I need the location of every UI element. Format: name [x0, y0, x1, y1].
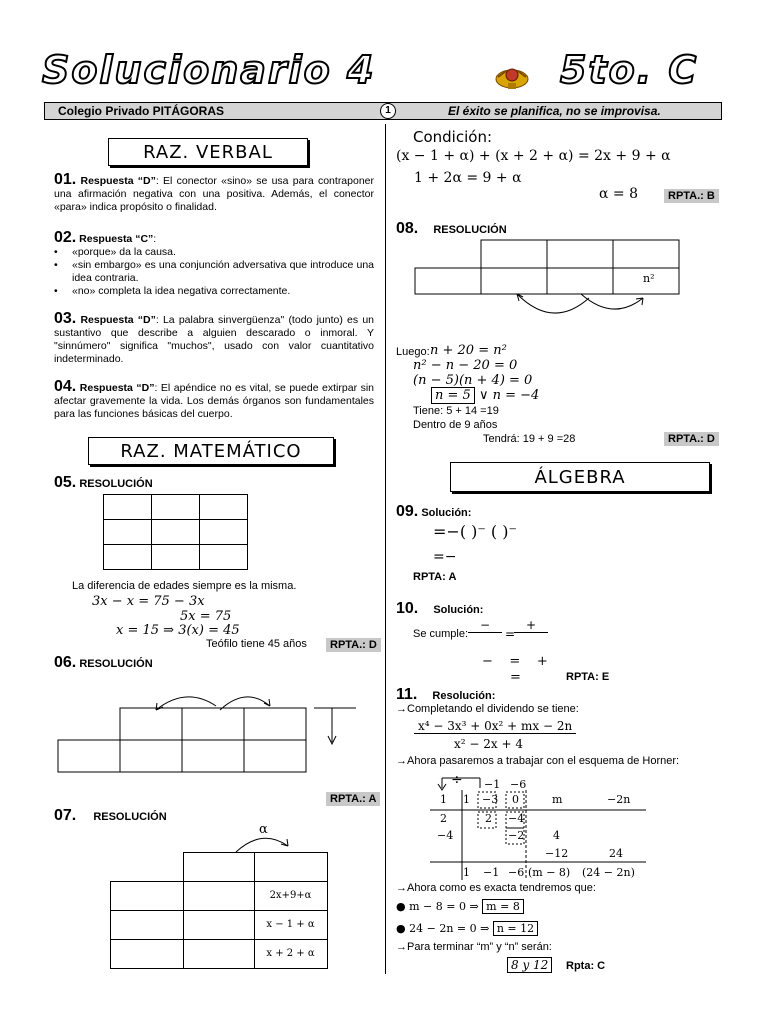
horner-cell: 24	[609, 847, 623, 860]
question-04	[54, 380, 374, 421]
question-number: 08.	[396, 220, 419, 237]
boxed-n: n = 12	[493, 921, 538, 936]
document-title: Solucionario 4	[42, 48, 376, 92]
se-cumple-label: Se cumple:	[413, 628, 469, 640]
question-number: 10.	[396, 600, 419, 617]
q10-equation: − = +	[482, 654, 548, 669]
section-algebra: ÁLGEBRA	[450, 462, 710, 492]
q06-rpta: RPTA.: A	[326, 792, 380, 806]
q07-arc	[232, 832, 302, 854]
q08-equation-2: n² − n − 20 = 0	[413, 358, 518, 373]
resolution-label: RESOLUCIÓN	[433, 224, 507, 236]
luego-label: Luego:	[396, 346, 430, 358]
answer-colon: :	[153, 233, 157, 245]
q05-equation-2: 5x = 75	[180, 609, 232, 624]
q11-final-answer: 8 y 12	[507, 957, 552, 973]
question-02	[54, 231, 374, 298]
q10-fraction-1: −	[468, 618, 502, 633]
q08-rpta: RPTA.: D	[664, 432, 719, 446]
table-cell: x − 1 + α	[254, 910, 327, 939]
horner-result: (24 − 2n)	[582, 866, 635, 879]
q08-equation-3: (n − 5)(n + 4) = 0	[413, 373, 533, 388]
question-number: 04.	[54, 378, 77, 395]
horner-cell: 0	[512, 793, 519, 806]
horner-cell: 1	[440, 793, 447, 806]
horner-cell: −2n	[607, 793, 631, 806]
arrow-right-icon: →	[396, 755, 407, 767]
arrow-right-icon: →	[396, 882, 407, 894]
question-05-header	[54, 474, 153, 492]
question-number: 01.	[54, 171, 77, 188]
horner-cell: −4	[508, 812, 525, 825]
bullet-item: • «no» completa la idea negativa correctamente.	[54, 285, 291, 297]
q10-equation-2: =	[510, 670, 521, 685]
boxed-solution: n = 5	[431, 387, 475, 404]
q11-result-1: ● m − 8 = 0 ⇒ m = 8	[396, 900, 524, 913]
question-06-header	[54, 654, 153, 672]
condition-label: Condición:	[413, 128, 492, 146]
question-number: 03.	[54, 310, 77, 327]
q07-equation-3: α = 8	[599, 186, 638, 202]
q09-line-1: =−( )⁻ ( )⁻	[433, 522, 517, 541]
q07-equation-2: 1 + 2α = 9 + α	[414, 170, 522, 186]
horner-cell: −12	[545, 847, 569, 860]
question-number: 07.	[54, 807, 77, 824]
divide-icon: ÷	[451, 772, 463, 788]
horner-cell: 2	[440, 812, 447, 825]
q08-solution	[431, 388, 539, 403]
boxed-m: m = 8	[482, 899, 524, 914]
horner-result: −1	[483, 866, 500, 879]
q05-equation-3: x = 15 ⇒ 3(x) = 45	[116, 623, 240, 638]
horner-top-2: −6	[510, 778, 527, 791]
answer-lead: Respuesta “D”	[80, 314, 156, 326]
q08-line-3: Tendrá: 19 + 9 =28	[483, 433, 576, 445]
table-cell: 2x+9+α	[254, 881, 327, 910]
horner-cell: 2	[485, 812, 492, 825]
q11-rpta: Rpta: C	[566, 960, 606, 972]
q08-line-1: Tiene: 5 + 14 =19	[413, 405, 499, 417]
q09-line-2: =−	[433, 549, 457, 565]
q05-statement: La diferencia de edades siempre es la misma.	[72, 580, 297, 592]
q08-equation-1: n + 20 = n²	[430, 343, 507, 358]
school-emblem-icon	[494, 63, 530, 91]
age-table	[103, 494, 248, 570]
q09-rpta: RPTA: A	[413, 571, 457, 583]
q07-table	[110, 852, 328, 969]
q05-equation-1: 3x − x = 75 − 3x	[92, 594, 205, 609]
question-number: 02.	[54, 229, 77, 246]
question-09-header	[396, 503, 471, 521]
resolution-label: Solución:	[421, 507, 472, 519]
bullet-text: «sin embargo» es una conjunción adversativa que introduce una idea contraria.	[72, 259, 374, 284]
question-08-header	[396, 220, 507, 238]
question-01	[54, 173, 374, 214]
question-number: 09.	[396, 503, 419, 520]
horner-cell: −3	[482, 793, 499, 806]
answer-text: : La palabra sinvergüenza" (todo junto) es un sustantivo que describe a alguien descarado o inmoral. Y "sinnúmero" significa "muchos", usado con valor cuantitativo indeterminado.	[54, 314, 374, 365]
q07-rpta: RPTA.: B	[664, 189, 719, 203]
q10-equals: =	[505, 627, 516, 641]
q11-denominator: x² − 2x + 4	[454, 737, 523, 751]
horner-cell: 1	[463, 793, 470, 806]
result-expr: m − 8 = 0 ⇒	[409, 900, 479, 913]
horner-cell: m	[552, 793, 563, 806]
q08-diagram	[413, 238, 685, 338]
question-11-header	[396, 686, 495, 704]
q08-line-2: Dentro de 9 años	[413, 419, 498, 431]
question-03	[54, 312, 374, 366]
q11-result-2: ● 24 − 2n = 0 ⇒ n = 12	[396, 922, 538, 935]
resolution-label: RESOLUCIÓN	[79, 478, 153, 490]
q10-fraction-2: +	[514, 618, 548, 633]
answer-lead: Respuesta “C”	[79, 233, 154, 245]
q11-step-3	[396, 882, 596, 894]
alpha-label: α	[259, 822, 268, 837]
question-10-header	[396, 600, 483, 618]
resolution-label: Solución:	[433, 604, 484, 616]
bullet-item: • «sin embargo» es una conjunción adversativa que introduce una idea contraria.	[54, 259, 374, 284]
horner-result: (m − 8)	[528, 866, 571, 879]
result-expr: 24 − 2n = 0 ⇒	[409, 922, 490, 935]
section-raz-matematico: RAZ. MATEMÁTICO	[88, 437, 334, 465]
arrow-right-icon: →	[396, 703, 407, 715]
column-divider	[385, 124, 386, 974]
table-cell: x + 2 + α	[254, 939, 327, 968]
q10-rpta: RPTA: E	[566, 671, 610, 683]
q11-step-1	[396, 703, 579, 715]
q11-step-4	[396, 941, 552, 953]
bullet-item: • «porque» da la causa.	[54, 246, 176, 258]
horner-cell: 4	[553, 829, 560, 842]
question-number: 05.	[54, 474, 77, 491]
horner-result: 1	[463, 866, 470, 879]
answer-lead: Respuesta “D”	[79, 382, 155, 394]
section-raz-verbal: RAZ. VERBAL	[108, 138, 308, 166]
bullet-text: «porque» da la causa.	[72, 246, 176, 258]
step-text: Ahora pasaremos a trabajar con el esquema de Horner:	[407, 755, 680, 767]
q05-answer: Teófilo tiene 45 años	[206, 638, 307, 650]
question-number: 11.	[396, 686, 418, 703]
q11-numerator: x⁴ − 3x³ + 0x² + mx − 2n	[414, 719, 576, 734]
question-07-header	[54, 807, 167, 825]
horner-top-1: −1	[484, 778, 501, 791]
step-text: Ahora como es exacta tendremos que:	[407, 882, 596, 894]
bullet-text: «no» completa la idea negativa correctamente.	[72, 285, 291, 297]
q06-diagram	[56, 692, 376, 778]
answer-lead: Respuesta “D”	[80, 175, 156, 187]
q11-step-2	[396, 755, 679, 767]
resolution-label: RESOLUCIÓN	[93, 811, 167, 823]
school-name: Colegio Privado PITÁGORAS	[58, 104, 225, 118]
answer-text: : El conector «sino» se usa para contraponer una afirmación negativa con una positiva. Además, el conector «para» indica propósito o finalidad.	[54, 175, 375, 213]
resolution-label: RESOLUCIÓN	[79, 658, 153, 670]
question-number: 06.	[54, 654, 77, 671]
step-text: Para terminar “m” y “n” serán:	[407, 941, 552, 953]
horner-cell: −4	[437, 829, 454, 842]
grade-label: 5to. C	[560, 48, 699, 92]
arrow-right-icon: →	[396, 941, 407, 953]
answer-text: : El apéndice no es vital, se puede extirpar sin afectar gravemente la vida. Los demás órganos son fundamentales para las funciones básicas del cuerpo.	[54, 382, 374, 420]
horner-result: −6	[508, 866, 525, 879]
page-number: 1	[380, 103, 396, 119]
step-text: Completando el dividendo se tiene:	[407, 703, 579, 715]
n-squared-cell: n²	[643, 272, 655, 285]
motto: El éxito se planifica, no se improvisa.	[448, 104, 661, 118]
resolution-label: Resolución:	[432, 690, 496, 702]
horner-cell: −2	[508, 829, 525, 842]
q07-equation-1: (x − 1 + α) + (x + 2 + α) = 2x + 9 + α	[396, 148, 671, 164]
alt-solution: ∨ n = −4	[478, 388, 540, 403]
q05-rpta: RPTA.: D	[326, 638, 381, 652]
